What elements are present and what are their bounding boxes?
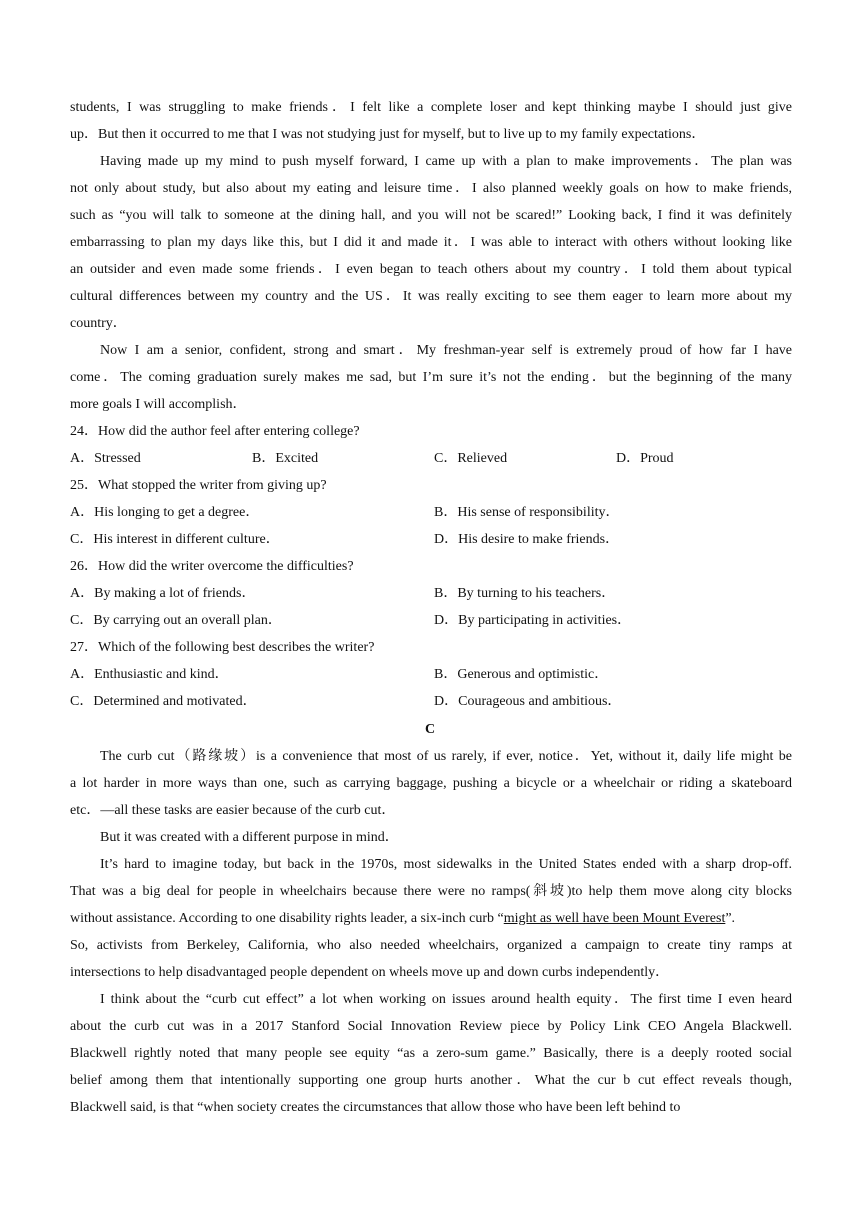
text-before-underline: without assistance. According to one disability rights leader, a six-inch curb “	[70, 911, 504, 926]
section-heading: C	[424, 722, 436, 737]
passage-line: cultural differences between my country and the US．It was really exciting to see them eager to learn more about my	[70, 289, 792, 304]
passage-line: etc．—all these tasks are easier because of the curb cut．	[70, 803, 396, 818]
passage-line: an outsider and even made some friends．I even began to teach others about my country．I told them about typical	[70, 262, 792, 277]
option-a: A．Stressed	[70, 451, 141, 466]
option-a: A．His longing to get a degree．	[70, 505, 260, 520]
passage-line-with-underline	[70, 905, 792, 932]
option-d: D．By participating in activities．	[434, 613, 632, 628]
passage-line: So, activists from Berkeley, California, who also needed wheelchairs, organized a campaign to create tiny ramps at	[70, 938, 792, 953]
option-c: C．His interest in different culture．	[70, 532, 280, 547]
option-b: B．By turning to his teachers．	[434, 586, 616, 601]
option-d: D．Courageous and ambitious．	[434, 694, 622, 709]
passage-line: Having made up my mind to push myself forward, I came up with a plan to make improvements．The plan was	[100, 154, 792, 169]
passage-line: not only about study, but also about my eating and leisure time．I also planned weekly goals on how to make friends,	[70, 181, 792, 196]
passage-line: That was a big deal for people in wheelchairs because there were no ramps(斜坡)to help them move along city blocks	[70, 884, 792, 899]
option-d: D．Proud	[616, 451, 674, 466]
option-c: C．By carrying out an overall plan．	[70, 613, 282, 628]
passage-line: come．The coming graduation surely makes me sad, but I’m sure it’s not the ending．but the beginning of the many	[70, 370, 792, 385]
question-stem: 26．How did the writer overcome the difficulties?	[70, 559, 354, 574]
underlined-phrase: might as well have been Mount Everest	[503, 911, 726, 926]
option-c: C．Relieved	[434, 451, 508, 466]
passage-line: I think about the “curb cut effect” a lot when working on issues around health equity．The first time I even heard	[100, 992, 792, 1007]
option-b: B．His sense of responsibility．	[434, 505, 620, 520]
passage-line: embarrassing to plan my days like this, but I did it and made it．I was able to interact with others without looking like	[70, 235, 792, 250]
text-after-underline: ”.	[725, 911, 736, 926]
passage-line: country．	[70, 316, 127, 331]
question-stem: 27．Which of the following best describes the writer?	[70, 640, 375, 655]
passage-line: intersections to help disadvantaged people dependent on wheels move up and down curbs independently．	[70, 965, 670, 980]
option-b: B．Excited	[252, 451, 319, 466]
passage-line: students, I was struggling to make friends．I felt like a complete loser and kept thinking maybe I should just give	[70, 100, 792, 115]
option-d: D．His desire to make friends．	[434, 532, 620, 547]
passage-line: about the curb cut was in a 2017 Stanford Social Innovation Review piece by Policy Link CEO Angela Blackwell.	[70, 1019, 792, 1034]
passage-line: Now I am a senior, confident, strong and smart．My freshman-year self is extremely proud of how far I have	[100, 343, 792, 358]
option-b: B．Generous and optimistic．	[434, 667, 609, 682]
option-a: A．By making a lot of friends．	[70, 586, 256, 601]
passage-line: Blackwell said, is that “when society creates the circumstances that allow those who have been left behind to	[70, 1100, 681, 1115]
passage-line: such as “you will talk to someone at the dining hall, and you will not be scared!” Looking back, I find it was definitely	[70, 208, 792, 223]
option-a: A．Enthusiastic and kind．	[70, 667, 229, 682]
option-c: C．Determined and motivated．	[70, 694, 257, 709]
passage-line: belief among them that intentionally supporting one group hurts another．What the cur b cut effect reveals though,	[70, 1073, 792, 1088]
passage-line: up．But then it occurred to me that I was not studying just for myself, but to live up to my family expectations．	[70, 127, 706, 142]
passage-line: Blackwell rightly noted that many people see equity “as a zero-sum game.” Basically, there is a deeply rooted social	[70, 1046, 792, 1061]
passage-line: But it was created with a different purpose in mind．	[100, 830, 399, 845]
question-stem: 25．What stopped the writer from giving up?	[70, 478, 327, 493]
passage-line: a lot harder in more ways than one, such as carrying baggage, pushing a bicycle or a wheelchair or riding a skateboard	[70, 776, 792, 791]
passage-line: more goals I will accomplish．	[70, 397, 247, 412]
passage-line: It’s hard to imagine today, but back in the 1970s, most sidewalks in the United States ended with a sharp drop-off.	[100, 857, 792, 872]
question-stem: 24．How did the author feel after entering college?	[70, 424, 360, 439]
passage-line: The curb cut（路缘坡）is a convenience that most of us rarely, if ever, notice．Yet, without it, daily life might be	[100, 749, 792, 764]
